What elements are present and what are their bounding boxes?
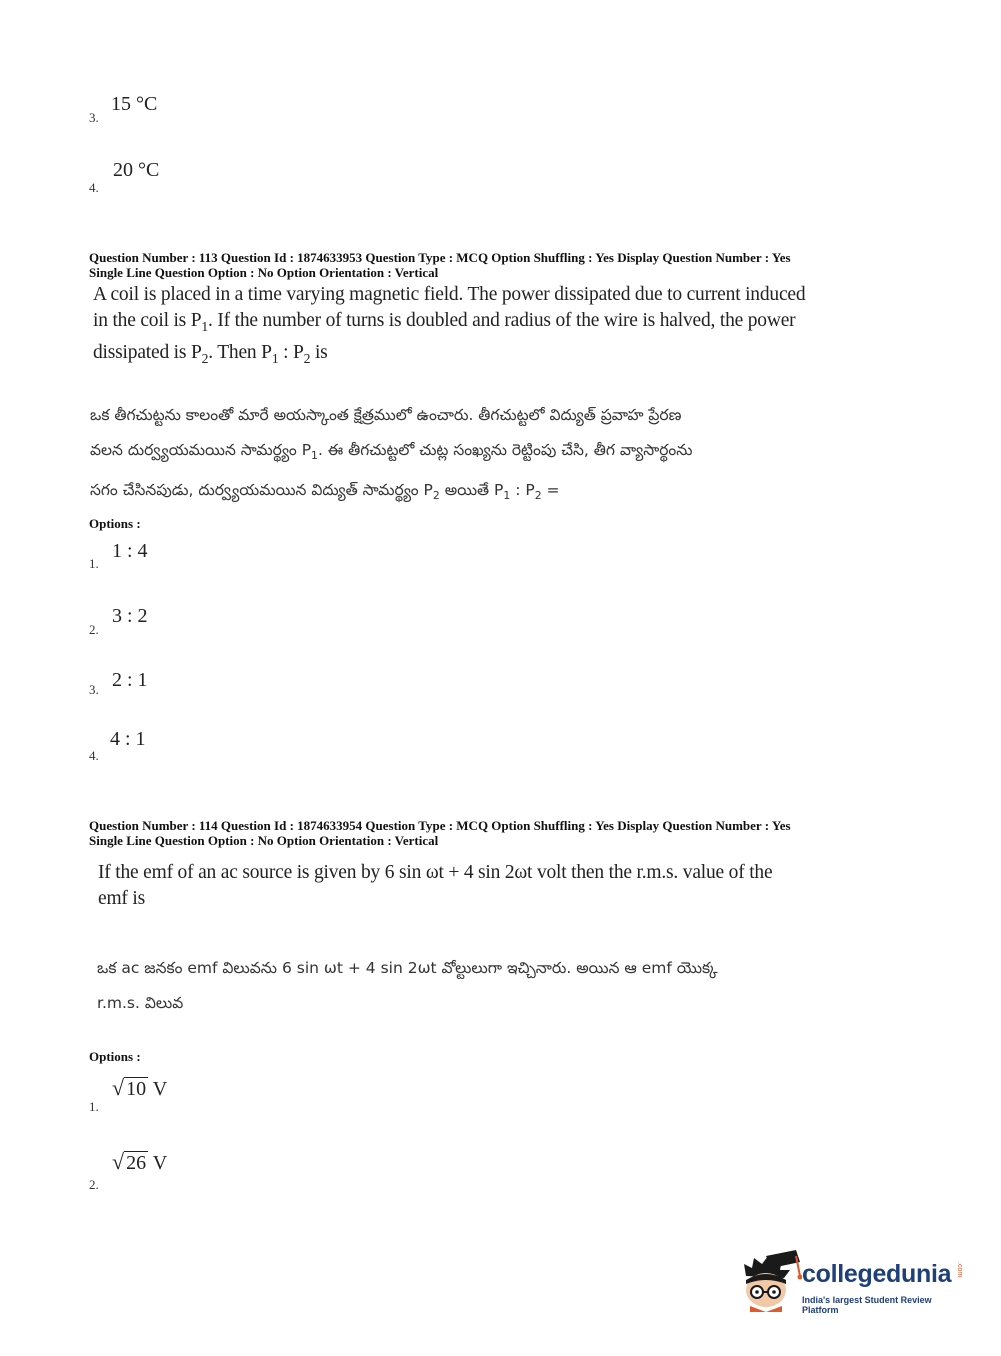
logo-wordmark: collegedunia	[802, 1260, 952, 1288]
logo-dotcom: .com	[956, 1262, 963, 1278]
q113-option-1-number: 1.	[89, 556, 99, 571]
student-mascot-icon	[740, 1250, 802, 1312]
q113-te-line1: ఒక తీగచుట్టను కాలంతో మారే అయస్కాంత క్షేత్రములో ఉంచారు. తీగచుట్టలో విద్యుత్ ప్రవాహ ప్రేరణ	[90, 406, 682, 424]
q114-meta-line2: Single Line Question Option : No Option Orientation : Vertical	[89, 833, 439, 848]
prev-option-4-value: 20 °C	[113, 159, 160, 181]
q114-option-2-value: √ 26 V	[112, 1149, 168, 1174]
q113-te-line3: సగం చేసినపుడు, దుర్వ్యయమయిన విద్యుత్ సామర్థ్యం $P_2$ అయితే $P_1$ : $P_2$ =	[90, 481, 560, 503]
prev-option-3-number: 3.	[89, 110, 99, 125]
q114-option-2-number: 2.	[89, 1177, 99, 1192]
q113-option-3-number: 3.	[89, 682, 99, 697]
logo-tagline: India's largest Student Review Platform	[802, 1295, 932, 1315]
q114-telugu-text	[97, 951, 897, 1021]
q113-options-label: Options :	[89, 516, 141, 531]
q113-te-line2: వలన దుర్వ్యయమయిన సామర్థ్యం $P_1$. ఈ తీగచుట్టలో చుట్ల సంఖ్యను రెట్టింపు చేసి, తీగ వ్యాసార్థంను	[90, 441, 693, 463]
q114-metadata	[89, 818, 919, 848]
q113-telugu-text	[90, 398, 890, 513]
q113-option-1-value: 1 : 4	[112, 540, 148, 562]
q113-option-3-value: 2 : 1	[112, 669, 148, 691]
prev-option-3-value: 15 °C	[111, 93, 158, 115]
q113-option-2-value: 3 : 2	[112, 605, 148, 627]
q113-option-4-number: 4.	[89, 748, 99, 763]
prev-option-4-number: 4.	[89, 180, 99, 195]
sqrt-icon: √	[112, 1075, 125, 1100]
q114-option-1-number: 1.	[89, 1099, 99, 1114]
q114-options-label: Options :	[89, 1049, 141, 1064]
q113-metadata	[89, 250, 919, 280]
sqrt-icon: √	[112, 1149, 125, 1174]
q113-en-line2: in the coil is $P_1$. If the number of turns is doubled and radius of the wire is halved, the power	[93, 310, 796, 334]
q113-meta-line2: Single Line Question Option : No Option Orientation : Vertical	[89, 265, 439, 280]
q114-en-line1: If the emf of an ac source is given by 6 sin ωt + 4 sin 2ωt volt then the r.m.s. value of the	[98, 862, 773, 883]
q113-english-text	[93, 282, 883, 372]
q114-en-line2: emf is	[98, 888, 145, 909]
q113-option-4-value: 4 : 1	[110, 728, 146, 750]
collegedunia-logo	[740, 1250, 970, 1320]
q114-te-line2: r.m.s. విలువ	[97, 994, 184, 1012]
q114-te-line1: ఒక ac జనకం emf విలువను 6 sin ωt + 4 sin 2ωt వోల్టులుగా ఇచ్చినారు. అయిన ఆ emf యొక్క	[97, 959, 718, 977]
q113-en-line1: A coil is placed in a time varying magnetic field. The power dissipated due to current induced	[93, 284, 806, 305]
q113-en-line3: dissipated is $P_2$. Then $P_1$ : $P_2$ is	[93, 341, 328, 366]
q114-option-1-value: √ 10 V	[112, 1075, 168, 1100]
q114-meta-line1: Question Number : 114 Question Id : 1874633954 Question Type : MCQ Option Shuffling : Yes Display Question Number : Yes	[89, 818, 791, 833]
q113-meta-line1: Question Number : 113 Question Id : 1874633953 Question Type : MCQ Option Shuffling : Yes Display Question Number : Yes	[89, 250, 791, 265]
q114-english-text	[98, 860, 888, 912]
q113-option-2-number: 2.	[89, 622, 99, 637]
